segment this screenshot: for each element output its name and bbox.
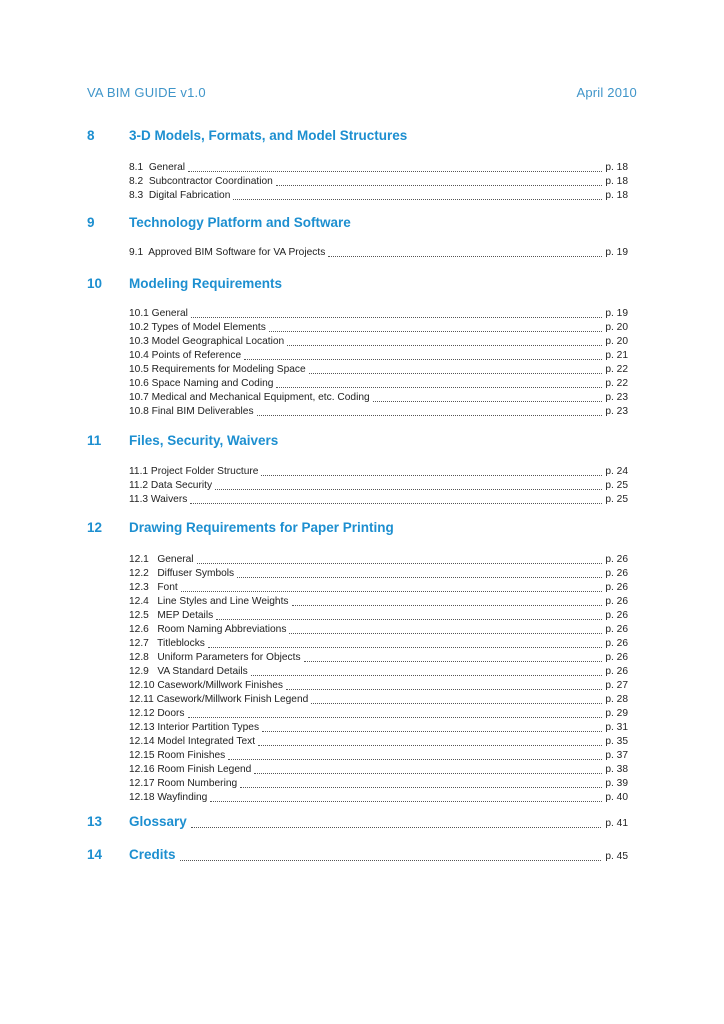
toc-page-number: p. 29: [605, 708, 628, 719]
toc-entry[interactable]: [129, 651, 628, 665]
dot-leader: [190, 495, 602, 504]
section-number: 14: [87, 847, 103, 862]
toc-entry-label: 10.2 Types of Model Elements: [129, 322, 266, 333]
dot-leader: [188, 709, 603, 718]
toc-page-number: p. 26: [605, 624, 628, 635]
toc-page-number: p. 22: [605, 364, 628, 375]
section-title: Glossary: [129, 814, 187, 829]
toc-entry[interactable]: [129, 567, 628, 581]
toc-page-number: p. 41: [605, 818, 628, 829]
section-title: Files, Security, Waivers: [129, 433, 279, 448]
toc-entry[interactable]: [129, 175, 628, 189]
section-number: 11: [87, 433, 102, 448]
toc-page-number: p. 24: [605, 466, 628, 477]
toc-entry[interactable]: [129, 321, 628, 335]
dot-leader: [240, 779, 602, 788]
toc-entry[interactable]: [129, 377, 628, 391]
dot-leader: [257, 407, 603, 416]
toc-page-number: p. 26: [605, 582, 628, 593]
document-title-header: VA BIM GUIDE v1.0: [87, 85, 206, 100]
toc-entry-label: 12.17 Room Numbering: [129, 778, 238, 789]
toc-page-number: p. 31: [605, 722, 628, 733]
toc-entry-label: 12.9 VA Standard Details: [129, 666, 248, 677]
toc-entry-label: 12.1 General: [129, 554, 194, 565]
toc-page-number: p. 28: [605, 694, 628, 705]
toc-entry-label: 8.3 Digital Fabrication: [129, 190, 231, 201]
toc-entry-glossary[interactable]: [129, 814, 628, 832]
section-title: 3-D Models, Formats, and Model Structures: [129, 128, 408, 143]
toc-page-number: p. 40: [605, 792, 628, 803]
toc-entry[interactable]: [129, 363, 628, 377]
toc-entry[interactable]: [129, 465, 628, 479]
toc-entry-label: 12.18 Wayfinding: [129, 792, 208, 803]
toc-entry-label: 12.7 Titleblocks: [129, 638, 205, 649]
section-number: 12: [87, 520, 103, 535]
toc-entry[interactable]: [129, 493, 628, 507]
toc-entry[interactable]: [129, 679, 628, 693]
toc-page-number: p. 26: [605, 666, 628, 677]
toc-entry[interactable]: [129, 735, 628, 749]
dot-leader: [191, 817, 602, 828]
section-title: Credits: [129, 847, 176, 862]
dot-leader: [188, 163, 602, 172]
toc-page-number: p. 26: [605, 638, 628, 649]
toc-page-number: p. 27: [605, 680, 628, 691]
dot-leader: [254, 765, 602, 774]
toc-page-number: p. 25: [605, 480, 628, 491]
toc-entry-label: 12.3 Font: [129, 582, 178, 593]
toc-entry-label: 11.3 Waivers: [129, 494, 188, 505]
dot-leader: [208, 639, 602, 648]
dot-leader: [181, 583, 603, 592]
toc-page-number: p. 26: [605, 568, 628, 579]
dot-leader: [311, 695, 602, 704]
toc-entry[interactable]: [129, 763, 628, 777]
toc-entry-label: 12.2 Diffuser Symbols: [129, 568, 235, 579]
dot-leader: [309, 365, 603, 374]
toc-entry[interactable]: [129, 609, 628, 623]
toc-page-number: p. 26: [605, 610, 628, 621]
toc-page-number: p. 19: [605, 247, 628, 258]
toc-entry-label: 9.1 Approved BIM Software for VA Projects: [129, 247, 326, 258]
toc-entry-label: 12.5 MEP Details: [129, 610, 214, 621]
toc-page-number: p. 19: [605, 308, 628, 319]
toc-entry[interactable]: [129, 335, 628, 349]
toc-entry[interactable]: [129, 777, 628, 791]
dot-leader: [197, 555, 603, 564]
toc-entry[interactable]: [129, 307, 628, 321]
dot-leader: [216, 611, 602, 620]
dot-leader: [215, 481, 602, 490]
toc-entry[interactable]: [129, 665, 628, 679]
toc-entry-label: 12.10 Casework/Millwork Finishes: [129, 680, 283, 691]
toc-page-number: p. 22: [605, 378, 628, 389]
toc-page-number: p. 23: [605, 392, 628, 403]
toc-entry-label: 12.14 Model Integrated Text: [129, 736, 256, 747]
toc-entry-label: 10.8 Final BIM Deliverables: [129, 406, 254, 417]
toc-entry-label: 10.1 General: [129, 308, 188, 319]
section-number: 10: [87, 276, 103, 291]
toc-entry[interactable]: [129, 246, 628, 260]
toc-entry-credits[interactable]: [129, 847, 628, 865]
dot-leader: [251, 667, 603, 676]
toc-page-number: p. 25: [605, 494, 628, 505]
toc-entry-label: 12.4 Line Styles and Line Weights: [129, 596, 289, 607]
toc-page-number: p. 23: [605, 406, 628, 417]
toc-page-number: p. 18: [605, 176, 628, 187]
document-date-header: April 2010: [576, 85, 637, 100]
toc-page-number: p. 26: [605, 652, 628, 663]
toc-entry-label: 10.3 Model Geographical Location: [129, 336, 285, 347]
dot-leader: [210, 793, 602, 802]
toc-page-number: p. 18: [605, 162, 628, 173]
toc-page-number: p. 20: [605, 336, 628, 347]
toc-entry-label: 8.2 Subcontractor Coordination: [129, 176, 273, 187]
toc-entry[interactable]: [129, 595, 628, 609]
section-title: Drawing Requirements for Paper Printing: [129, 520, 394, 535]
dot-leader: [373, 393, 603, 402]
toc-entry[interactable]: [129, 749, 628, 763]
toc-entry[interactable]: [129, 693, 628, 707]
toc-entry[interactable]: [129, 391, 628, 405]
toc-entry[interactable]: [129, 637, 628, 651]
dot-leader: [228, 751, 602, 760]
section-title: Modeling Requirements: [129, 276, 283, 291]
toc-entry-label: 10.6 Space Naming and Coding: [129, 378, 274, 389]
toc-entry-label: 12.6 Room Naming Abbreviations: [129, 624, 287, 635]
toc-entry[interactable]: [129, 791, 628, 805]
section-number: 13: [87, 814, 103, 829]
toc-entry-label: 12.16 Room Finish Legend: [129, 764, 252, 775]
dot-leader: [191, 309, 602, 318]
toc-entry[interactable]: [129, 189, 628, 203]
toc-entry[interactable]: [129, 623, 628, 637]
toc-entry-label: 8.1 General: [129, 162, 186, 173]
toc-entry[interactable]: [129, 707, 628, 721]
toc-page-number: p. 38: [605, 764, 628, 775]
toc-page-number: p. 45: [605, 851, 628, 862]
toc-entry[interactable]: [129, 721, 628, 735]
toc-entry-label: 10.5 Requirements for Modeling Space: [129, 364, 306, 375]
dot-leader: [328, 248, 602, 257]
toc-entry-label: 12.12 Doors: [129, 708, 185, 719]
dot-leader: [304, 653, 603, 662]
toc-entry[interactable]: [129, 581, 628, 595]
section-number: 9: [87, 215, 95, 230]
toc-entry-label: 12.8 Uniform Parameters for Objects: [129, 652, 301, 663]
dot-leader: [292, 597, 603, 606]
dot-leader: [261, 467, 602, 476]
toc-entry[interactable]: [129, 479, 628, 493]
section-title: Technology Platform and Software: [129, 215, 351, 230]
dot-leader: [276, 177, 602, 186]
toc-page-number: p. 18: [605, 190, 628, 201]
toc-entry-label: 11.1 Project Folder Structure: [129, 466, 259, 477]
toc-page-number: p. 20: [605, 322, 628, 333]
toc-page-number: p. 39: [605, 778, 628, 789]
dot-leader: [276, 379, 602, 388]
toc-page-number: p. 26: [605, 554, 628, 565]
dot-leader: [237, 569, 602, 578]
toc-entry-label: 12.15 Room Finishes: [129, 750, 226, 761]
section-number: 8: [87, 128, 95, 143]
toc-entry[interactable]: [129, 553, 628, 567]
toc-entry-label: 10.4 Points of Reference: [129, 350, 242, 361]
dot-leader: [287, 337, 602, 346]
toc-page-number: p. 35: [605, 736, 628, 747]
toc-page-number: p. 37: [605, 750, 628, 761]
toc-entry[interactable]: [129, 405, 628, 419]
dot-leader: [180, 850, 602, 861]
dot-leader: [269, 323, 602, 332]
toc-entry-label: 12.11 Casework/Millwork Finish Legend: [129, 694, 309, 705]
toc-entry-label: 10.7 Medical and Mechanical Equipment, etc. Coding: [129, 392, 370, 403]
dot-leader: [258, 737, 602, 746]
toc-page-number: p. 21: [605, 350, 628, 361]
dot-leader: [233, 191, 602, 200]
dot-leader: [262, 723, 602, 732]
dot-leader: [286, 681, 602, 690]
toc-entry-label: 12.13 Interior Partition Types: [129, 722, 260, 733]
dot-leader: [289, 625, 602, 634]
toc-entry[interactable]: [129, 349, 628, 363]
dot-leader: [244, 351, 602, 360]
toc-entry[interactable]: [129, 161, 628, 175]
toc-entry-label: 11.2 Data Security: [129, 480, 213, 491]
toc-page-number: p. 26: [605, 596, 628, 607]
